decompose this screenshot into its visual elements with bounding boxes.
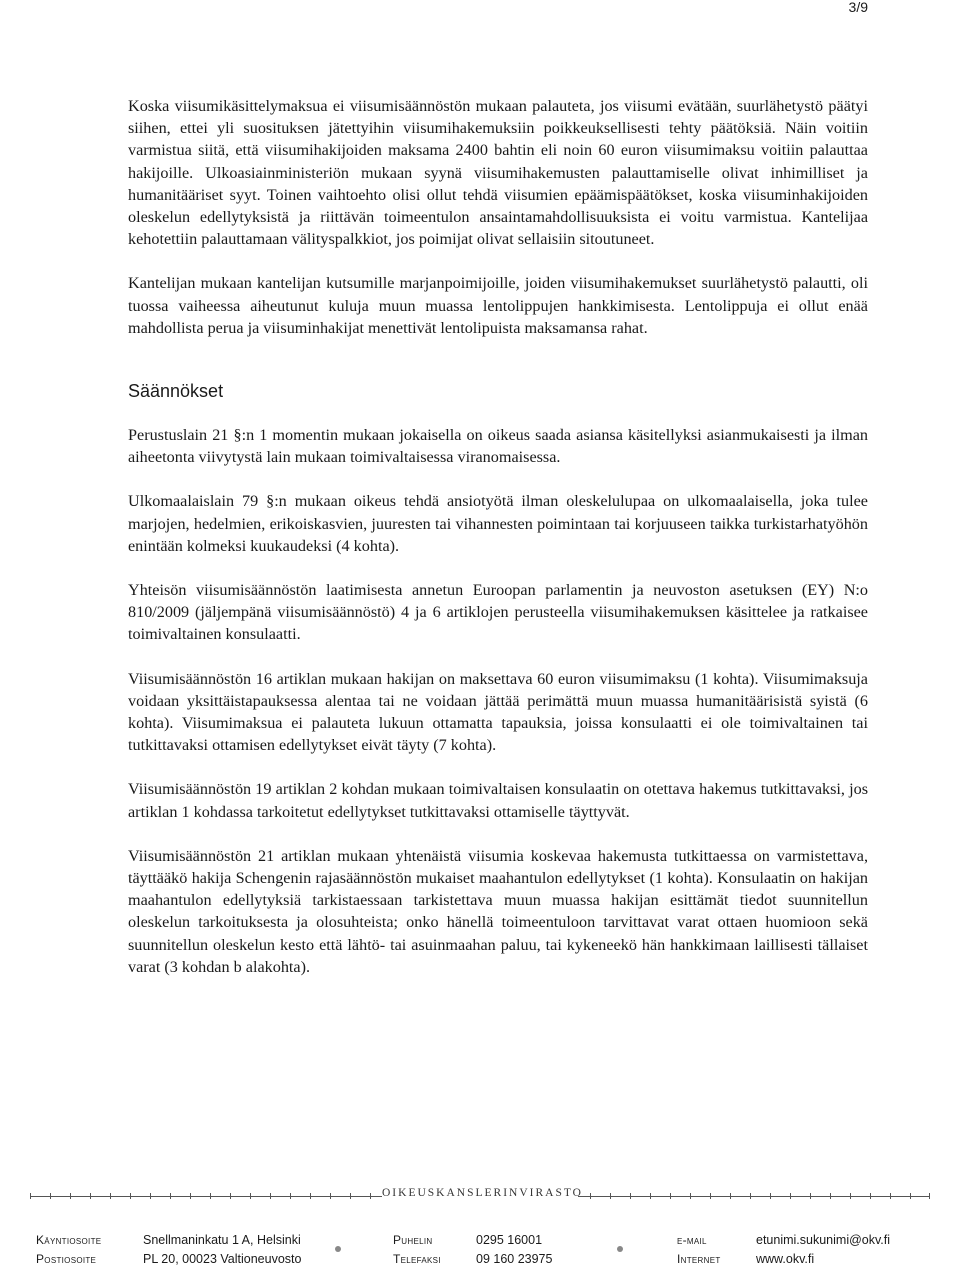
footer-separator-dot-icon (617, 1246, 623, 1252)
paragraph-visa-fee-refund: Koska viisumikäsittelymaksua ei viisumisäännöstön mukaan palauteta, jos viisumi evätään, suurlähetystö päätyi siihen, ettei yli suosituksen jätettyihin viisumihakemuksiin poikkeuksellisesti tehty päätöksiä. Näin voitiin varmistua siitä, että viisumihakijoiden maksama 2400 bahtin eli noin 60 euron viisumimaksu voitiin palauttaa hakijoille. Ulkoasiainministeriön mukaan syynä viisumihakemusten palauttamiselle olivat inhimilliset ja humanitääriset syyt. Toinen vaihtoehto olisi ollut tehdä viisumien epäämispäätökset, koska viisuminhakijoiden oleskelun edellytyksistä ja riittävän toimeentulon ansaintamahdollisuuksista ei voitu varmistua. Kantelijaa kehotettiin palauttamaan välityspalkkiot, jos poimijat olivat sellaisiin sitoutuneet. (128, 97, 868, 249)
paragraph-visa-code-article-21: Viisumisäännöstön 21 artiklan mukaan yhtenäistä viisumia koskevaa hakemusta tutkittaessa on varmistettava, täyttääkö hakija Schengenin rajasäännöstön mukaiset maahantulon edellytykset (1 kohta). Konsulaatin on hakijan maahantulon edellytyksiä tarkistaessaan tarkistettava muun muassa hakijan esittämät tiedot suunnitellun oleskelun tarkoituksesta ja olosuhteista; onko hänellä toimeentuloon tarvittavat varat ottaen huomioon sekä suunnitellun oleskelun kesto että lähtö- tai asuinmaahan paluu, tai kykeneekö hän hankkimaan laillisesti tällaiset varat (3 kohdan b alakohta). (128, 846, 868, 976)
paragraph-constitution-21: Perustuslain 21 §:n 1 momentin mukaan jokaisella on oikeus saada asiansa käsitellyksi asianmukaisesti ja ilman aiheetonta viivytystä lain mukaan toimivaltaisessa viranomaisessa. (128, 426, 868, 467)
internet-label: Internet (677, 1252, 721, 1266)
paragraph-complainant-costs: Kantelijan mukaan kantelijan kutsumille marjanpoimijoille, joiden viisumihakemukset suurlähetystö palautti, oli tuossa vaiheessa aiheutunut kuluja muun muassa lentolippujen hankkimisesta. Lentolippuja ei ollut enää mahdollista perua ja viisuminhakijat menettivät lentolipuista maksamansa rahat. (128, 274, 868, 337)
postal-address: PL 20, 00023 Valtioneuvosto (143, 1252, 302, 1266)
document-body (128, 95, 868, 978)
paragraph-visa-code-article-16: Viisumisäännöstön 16 artiklan mukaan hakijan on maksettava 60 euron viisumimaksu (1 kohta). Viisumimaksuja voidaan yksittäistapauksessa alentaa tai ne voidaan jättää perimättä muun muassa humanitäärisistä syistä (6 kohta). Viisumimaksua ei palauteta lukuun ottamatta tapauksia, joissa konsulaatti ei ole toimivaltainen tai tutkittavaksi ottamisen edellytykset eivät täyty (7 kohta). (128, 669, 868, 755)
footer-row-1 (0, 1232, 960, 1248)
footer-separator-dot-icon (335, 1246, 341, 1252)
email-address[interactable]: etunimi.sukunimi@okv.fi (756, 1233, 891, 1247)
paragraph-visa-code-article-19: Viisumisäännöstön 19 artiklan 2 kohdan mukaan toimivaltaisen konsulaatin on otettava hakemus tutkittavaksi, jos artiklan 1 kohdassa tarkoitetut edellytykset tutkittavaksi ottamiselle täyttyvät. (128, 780, 868, 821)
phone-label: Puhelin (393, 1233, 433, 1247)
footer-row-2 (0, 1251, 960, 1267)
fax-label: Telefaksi (393, 1252, 441, 1266)
paragraph-aliens-act-79: Ulkomaalaislain 79 §:n mukaan oikeus tehdä ansiotyötä ilman oleskelulupaa on ulkomaalaisella, joka tulee marjojen, hedelmien, erikoiskasvien, juuresten tai vihannesten poimintaan tai korjuuseen taikka turkistarhatyöhön enintään kolmeksi kuukaudeksi (4 kohta). (128, 492, 868, 555)
paragraph-visa-code-regulation: Yhteisön viisumisäännöstön laatimisesta annetun Euroopan parlamentin ja neuvoston asetuksen (EY) N:o 810/2009 (jäljempänä viisumisäännöstö) 4 ja 6 artiklojen perusteella viisumihakemuksen käsittelee ja ratkaisee toimivaltainen konsulaatti. (128, 581, 868, 644)
visiting-address-label: Käyntiosoite (36, 1233, 102, 1247)
organization-logo: OIKEUSKANSLERINVIRASTO (382, 1187, 583, 1199)
email-label: e-mail (677, 1233, 707, 1247)
page-number: 3/9 (848, 0, 868, 15)
visiting-address: Snellmaninkatu 1 A, Helsinki (143, 1233, 301, 1247)
phone-number: 0295 16001 (476, 1233, 543, 1247)
website-link[interactable]: www.okv.fi (756, 1252, 815, 1266)
fax-number: 09 160 23975 (476, 1252, 553, 1266)
section-heading-regulations: Säännökset (128, 381, 224, 402)
postal-address-label: Postiosoite (36, 1252, 97, 1266)
